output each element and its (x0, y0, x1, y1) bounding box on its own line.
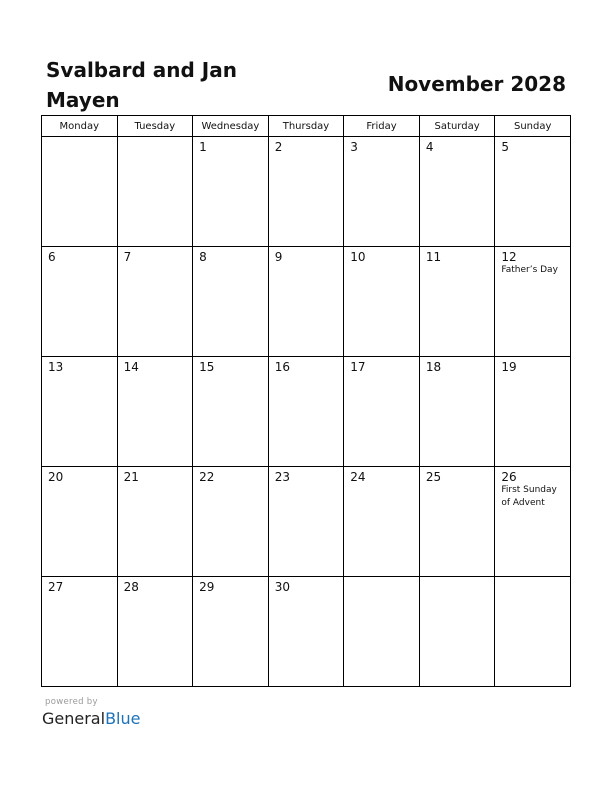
day-number: 21 (123, 470, 139, 484)
day-number: 20 (48, 470, 64, 484)
brand-blue-text: Blue (105, 709, 141, 728)
day-cell (193, 137, 269, 247)
calendar-grid (41, 115, 571, 687)
day-cell (193, 357, 269, 467)
day-number: 3 (350, 140, 358, 154)
day-number: 7 (123, 250, 132, 264)
day-cell (495, 467, 571, 577)
day-cell (42, 247, 118, 357)
day-cell (344, 357, 420, 467)
day-number: 6 (48, 250, 56, 264)
month-title: November 2028 (387, 72, 566, 96)
weekday-header: Thursday (268, 116, 344, 137)
day-cell (268, 467, 344, 577)
day-number: 19 (501, 360, 517, 374)
day-number: 8 (199, 250, 207, 264)
day-cell (268, 577, 344, 687)
day-number: 22 (199, 470, 215, 484)
day-number: 12 (501, 250, 517, 264)
day-cell (268, 357, 344, 467)
day-number: 10 (350, 250, 366, 264)
day-number: 16 (274, 360, 290, 374)
day-cell (419, 137, 495, 247)
day-cell (344, 137, 420, 247)
day-cell (495, 357, 571, 467)
week-row (42, 467, 571, 577)
day-cell (495, 247, 571, 357)
day-number: 24 (350, 470, 366, 484)
powered-by-label: powered by (45, 697, 98, 707)
day-number: 5 (501, 140, 510, 154)
weekday-header: Tuesday (117, 116, 193, 137)
week-row (42, 577, 571, 687)
region-title: Svalbard and Jan Mayen (46, 58, 237, 112)
day-cell (193, 577, 269, 687)
day-number: 14 (123, 360, 139, 374)
weekday-header: Wednesday (193, 116, 269, 137)
weekday-header-row (42, 116, 571, 137)
day-number: 1 (199, 140, 207, 154)
weekday-header: Monday (42, 116, 118, 137)
day-cell (117, 577, 193, 687)
day-cell (344, 467, 420, 577)
day-number: 30 (274, 580, 290, 594)
day-number: 18 (425, 360, 442, 374)
day-cell (42, 467, 118, 577)
day-number: 29 (199, 580, 215, 594)
day-number: 26 (501, 470, 517, 484)
day-number: 28 (123, 580, 139, 594)
day-cell (42, 577, 118, 687)
day-cell (419, 467, 495, 577)
day-cell (344, 577, 420, 687)
day-cell (193, 247, 269, 357)
day-cell (268, 247, 344, 357)
day-cell (495, 137, 571, 247)
day-number: 15 (199, 360, 215, 374)
weekday-header: Friday (344, 116, 420, 137)
weekday-header: Sunday (495, 116, 571, 137)
day-cell (117, 247, 193, 357)
day-cell (117, 357, 193, 467)
week-row (42, 137, 571, 247)
day-cell (117, 137, 193, 247)
day-number: 11 (425, 250, 442, 264)
brand-general-text: General (42, 709, 106, 728)
day-number: 27 (48, 580, 64, 594)
day-number: 17 (350, 360, 366, 374)
week-row (42, 247, 571, 357)
day-cell (495, 577, 571, 687)
day-cell (42, 357, 118, 467)
day-cell (268, 137, 344, 247)
day-number: 2 (274, 140, 283, 154)
day-cell (419, 577, 495, 687)
day-cell (419, 247, 495, 357)
holiday-label: First Sunday of Advent (501, 485, 557, 508)
footer-branding (42, 697, 140, 730)
holiday-label: Father’s Day (501, 265, 558, 275)
generalblue-logo[interactable] (42, 708, 140, 730)
day-cell (42, 137, 118, 247)
day-cell (193, 467, 269, 577)
day-cell (344, 247, 420, 357)
weekday-header: Saturday (419, 116, 495, 137)
day-number: 13 (48, 360, 64, 374)
day-number: 4 (425, 140, 434, 154)
day-number: 9 (274, 250, 283, 264)
day-number: 25 (425, 470, 442, 484)
day-cell (419, 357, 495, 467)
day-number: 23 (274, 470, 290, 484)
week-row (42, 357, 571, 467)
day-cell (117, 467, 193, 577)
